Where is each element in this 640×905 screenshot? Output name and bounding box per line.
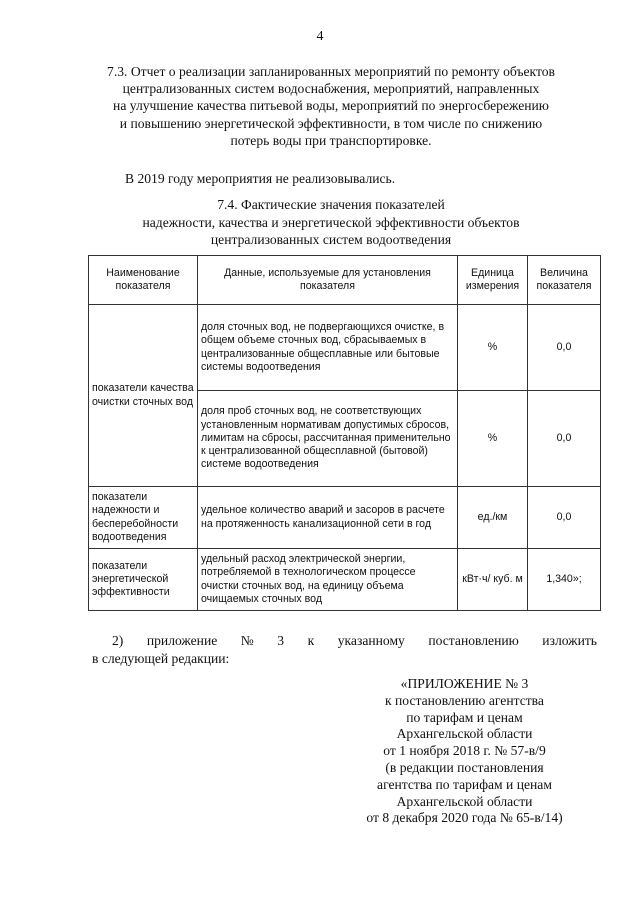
appendix-line: «ПРИЛОЖЕНИЕ № 3 — [400, 676, 529, 691]
appendix-line: Архангельской области — [396, 793, 533, 809]
appendix-line: агентства по тарифам и ценам — [377, 776, 552, 792]
group-name: показатели энергетической эффективности — [89, 549, 198, 611]
heading-line: 7.3. Отчет о реализации запланированных мероприятий по ремонту объектов — [107, 64, 555, 79]
appendix-line: Архангельской области — [396, 726, 533, 742]
heading-line: централизованных систем водоснабжения, мероприятий, направленных — [122, 81, 540, 97]
appendix-line: по тарифам и ценам — [406, 709, 523, 725]
paragraph-2 — [92, 632, 597, 668]
heading-line: надежности, качества и энергетической эффективности объектов — [142, 214, 520, 230]
word: изложить — [542, 633, 597, 648]
table-row — [89, 305, 601, 391]
word: указанному — [337, 633, 405, 648]
paragraph-2-line-2: в следующей редакции: — [92, 651, 230, 666]
heading-line: на улучшение качества питьевой воды, мероприятий по энергосбережению — [113, 98, 549, 114]
indicators-table — [88, 255, 601, 611]
row-value: 0,0 — [528, 487, 601, 549]
row-value: 1,340»; — [528, 549, 601, 611]
table-row — [89, 549, 601, 611]
row-data: удельный расход электрической энергии, потребляемой в технологическом процессе очистки сточных вод, на единицу объема очищаемых сточных вод — [198, 549, 458, 611]
appendix-header — [342, 676, 587, 827]
group-name: показатели надежности и бесперебойности водоотведения — [89, 487, 198, 549]
word: к — [307, 633, 315, 648]
table-row — [89, 487, 601, 549]
row-data: доля сточных вод, не подвергающихся очистке, в общем объеме сточных вод, сбрасываемых в централизованные общесплавные или бытовые системы водоотведения — [198, 305, 458, 391]
heading-line: 7.4. Фактические значения показателей — [217, 197, 445, 212]
word: постановлению — [428, 633, 519, 648]
word: приложение — [146, 633, 218, 648]
section-7-3-heading — [92, 63, 570, 149]
header-name: Наименование показателя — [89, 256, 198, 305]
row-unit: % — [458, 391, 528, 487]
word: № — [240, 633, 254, 648]
paragraph-2-line-1 — [92, 632, 597, 650]
row-data: доля проб сточных вод, не соответствующих установленным нормативам допустимых сбросов, лимитам на сбросы, рассчитанная применительно к централизованной общесплавной (бытовой) системе водоотведения — [198, 391, 458, 487]
heading-line: потерь воды при транспортировке. — [230, 132, 432, 148]
row-data: удельное количество аварий и засоров в расчете на протяженность канализационной сети в год — [198, 487, 458, 549]
page-number: 4 — [316, 29, 324, 44]
table-header-row — [89, 256, 601, 305]
row-value: 0,0 — [528, 305, 601, 391]
group-name: показатели качества очистки сточных вод — [89, 305, 198, 487]
appendix-line: от 1 ноября 2018 г. № 57-в/9 — [383, 743, 546, 759]
appendix-line: (в редакции постановления — [385, 759, 544, 775]
appendix-line: от 8 декабря 2020 года № 65-в/14) — [366, 810, 563, 826]
header-value: Величина показателя — [528, 256, 601, 305]
header-data: Данные, используемые для установления показателя — [198, 256, 458, 305]
paragraph-2019: В 2019 году мероприятия не реализовывались. — [125, 171, 396, 186]
appendix-line: к постановлению агентства — [385, 692, 544, 708]
section-7-4-heading — [92, 196, 570, 249]
row-unit: ед./км — [458, 487, 528, 549]
heading-line: централизованных систем водоотведения — [210, 232, 452, 247]
word: 2) — [112, 633, 124, 648]
row-unit: кВт·ч/ куб. м — [458, 549, 528, 611]
header-unit: Единица измерения — [458, 256, 528, 305]
heading-line: и повышению энергетической эффективности, в том числе по снижению — [119, 115, 543, 131]
row-unit: % — [458, 305, 528, 391]
word: 3 — [277, 633, 285, 648]
row-value: 0,0 — [528, 391, 601, 487]
